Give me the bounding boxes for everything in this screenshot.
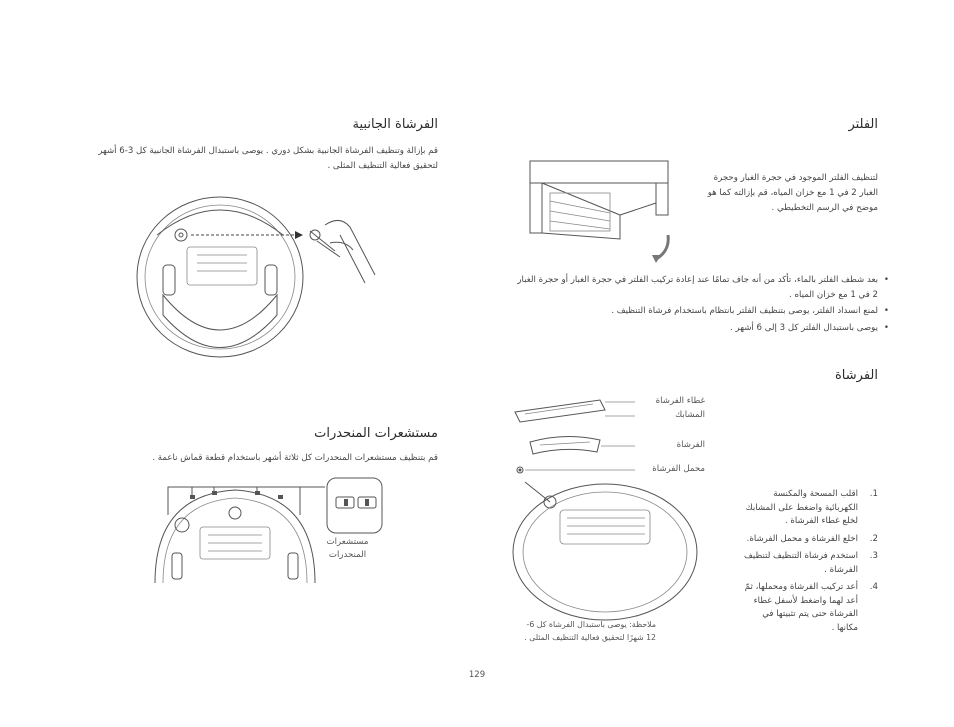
clips-label: المشابك [675, 410, 705, 420]
brush-mount-label: محمل الفرشاة [652, 464, 705, 474]
filter-tip: • لمنع انسداد الفلتر، يوصى بتنظيف الفلتر بانتظام باستخدام فرشاة التنظيف . [515, 304, 878, 319]
brush-step [715, 550, 878, 577]
brush-step [715, 488, 878, 529]
step-number: 2. [869, 533, 878, 544]
brush-illustration [505, 390, 705, 625]
filter-title: الفلتر [848, 117, 878, 132]
filter-tip: • يوصى باستبدال الفلتر كل 3 إلى 6 أشهر . [515, 321, 878, 336]
cliff-sensors-title: مستشعرات المنحدرات [314, 426, 438, 441]
brush-step [715, 533, 878, 547]
filter-illustration [520, 155, 690, 265]
filter-tips [515, 273, 890, 337]
brush-steps [715, 488, 878, 639]
step-text: اخلع الفرشاة و محمل الفرشاة. [746, 533, 858, 544]
brush-title: الفرشاة [835, 368, 878, 383]
brush-label: الفرشاة [676, 440, 705, 450]
cliff-sensors-illustration [150, 475, 385, 585]
step-number: 4. [869, 582, 878, 592]
step-text: أعد تركيب الفرشاة ومحملها، ثمّ أعد لهما واضغط لأسفل غطاء الفرشاة حتى يتم تثبيتها في مكانها . [744, 582, 858, 633]
brush-cover-label: غطاء الفرشاة [655, 396, 705, 406]
side-brush-description: قم بإزالة وتنظيف الفرشاة الجانبية بشكل دوري . يوصى باستبدال الفرشاة الجانبية كل 3-6 أشهر لتحقيق فعالية التنظيف المثلى . [98, 146, 438, 171]
side-brush-illustration [135, 195, 395, 370]
brush-note: ملاحظة: يوصى باستبدال الفرشاة كل 6-12 شهرًا لتحقيق فعالية التنظيف المثلى . [524, 620, 656, 642]
step-text: اقلب المسحة والمكنسة الكهربائية واضغط على المشابك لخلع غطاء الفرشاة . [745, 489, 858, 526]
side-brush-title: الفرشاة الجانبية [352, 117, 438, 132]
page-number: 129 [468, 670, 486, 680]
filter-tip: • بعد شطف الفلتر بالماء، تأكد من أنه جاف تمامًا عند إعادة تركيب الفلتر في حجرة الغبار أو حجرة الغبار 2 في 1 مع خزان المياه . [515, 273, 878, 302]
cliff-sensor-label: مستشعرات المنحدرات [326, 537, 369, 560]
step-number: 1. [869, 489, 878, 499]
step-number: 3. [869, 551, 878, 561]
filter-description: لتنظيف الفلتر الموجود في حجرة الغبار وحجرة الغبار 2 في 1 مع خزان المياه، قم بإزالته كما هو موضح في الرسم التخطيطي . [707, 173, 878, 213]
step-text: استخدم فرشاة التنظيف لتنظيف الفرشاة . [743, 551, 858, 575]
cliff-sensors-description: قم بتنظيف مستشعرات المنحدرات كل ثلاثة أشهر باستخدام قطعة قماش ناعمة . [152, 453, 438, 463]
brush-step [715, 581, 878, 635]
